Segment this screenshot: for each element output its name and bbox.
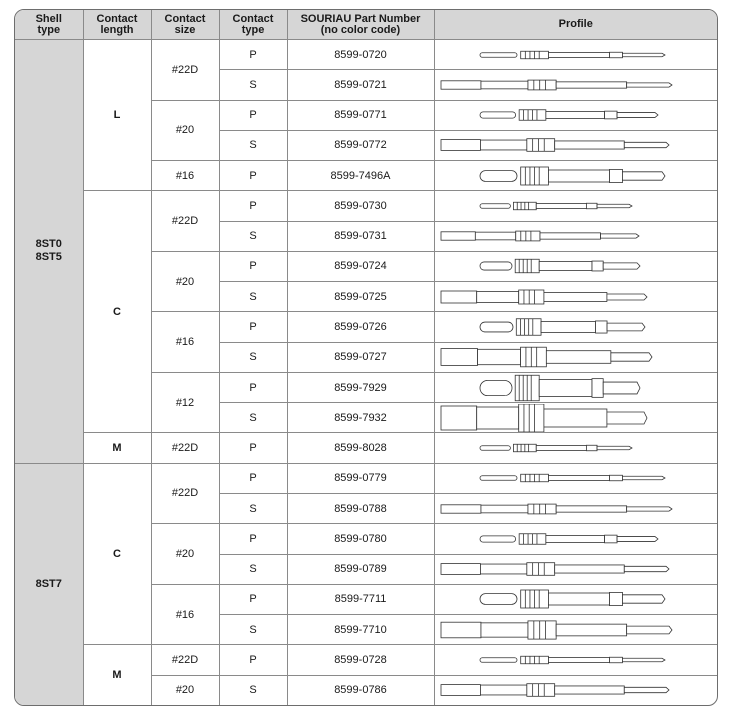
profile-cell (434, 645, 717, 675)
contact-size-cell: #16 (151, 312, 219, 373)
contact-type-cell: S (219, 70, 287, 100)
profile-cell (434, 554, 717, 584)
part-number-cell: 8599-7496A (287, 161, 434, 191)
socket-contact-icon (435, 343, 718, 371)
table-row (15, 463, 717, 493)
header-contact-length (83, 10, 151, 40)
part-number-cell: 8599-0721 (287, 70, 434, 100)
table-row (15, 433, 717, 463)
socket-contact-icon (435, 222, 718, 250)
contact-length-cell: L (83, 40, 151, 191)
contact-type-cell: P (219, 40, 287, 70)
shell-type-label: 8ST5 (35, 251, 62, 264)
contact-length-cell: C (83, 191, 151, 433)
contact-size-cell: #22D (151, 463, 219, 524)
header-contact-size (151, 10, 219, 40)
contact-type-cell: S (219, 282, 287, 312)
contact-type-cell: P (219, 584, 287, 614)
contact-type-cell: S (219, 554, 287, 584)
contact-type-cell: P (219, 312, 287, 342)
contact-type-cell: P (219, 645, 287, 675)
profile-cell (434, 675, 717, 705)
contact-type-cell: P (219, 372, 287, 402)
table-row (15, 645, 717, 675)
pin-contact-icon (435, 162, 718, 190)
contacts-table-body (15, 40, 717, 706)
profile-cell (434, 463, 717, 493)
contact-size-cell: #22D (151, 40, 219, 101)
part-number-cell: 8599-0724 (287, 251, 434, 281)
contact-size-cell: #20 (151, 251, 219, 312)
shell-type-cell (15, 463, 83, 705)
contact-size-cell: #22D (151, 645, 219, 675)
header-contact-size-label: Contact size (164, 12, 206, 36)
contact-type-cell: P (219, 463, 287, 493)
table-row (15, 191, 717, 221)
pin-contact-icon (435, 464, 718, 492)
part-number-cell: 8599-0786 (287, 675, 434, 705)
part-number-cell: 8599-0730 (287, 191, 434, 221)
contact-type-cell: S (219, 342, 287, 372)
part-number-cell: 8599-0779 (287, 463, 434, 493)
part-number-cell: 8599-0771 (287, 100, 434, 130)
profile-cell (434, 40, 717, 70)
pin-contact-icon (435, 374, 718, 402)
part-number-cell: 8599-0788 (287, 493, 434, 523)
pin-contact-icon (435, 101, 718, 129)
pin-contact-icon (435, 585, 718, 613)
contact-type-cell: S (219, 403, 287, 433)
contact-size-cell: #16 (151, 161, 219, 191)
contact-type-cell: S (219, 493, 287, 523)
header-contact-type-label: Contact type (232, 12, 274, 36)
socket-contact-icon (435, 404, 718, 432)
socket-contact-icon (435, 283, 718, 311)
profile-cell (434, 251, 717, 281)
pin-contact-icon (435, 525, 718, 553)
shell-type-label: 8ST7 (35, 577, 62, 590)
socket-contact-icon (435, 676, 718, 704)
contacts-table-frame (14, 9, 718, 706)
contact-length-cell: M (83, 433, 151, 463)
contact-size-cell: #20 (151, 675, 219, 705)
contacts-table (15, 10, 717, 705)
pin-contact-icon (435, 434, 718, 462)
shell-type-cell (15, 40, 83, 464)
header-contact-type (219, 10, 287, 40)
part-number-cell: 8599-0727 (287, 342, 434, 372)
part-number-cell: 8599-7929 (287, 372, 434, 402)
contact-type-cell: P (219, 161, 287, 191)
contact-length-cell: M (83, 645, 151, 705)
pin-contact-icon (435, 192, 718, 220)
contact-type-cell: S (219, 675, 287, 705)
part-number-cell: 8599-0772 (287, 130, 434, 160)
contact-type-cell: P (219, 251, 287, 281)
socket-contact-icon (435, 495, 718, 523)
profile-cell (434, 130, 717, 160)
shell-type-label: 8ST0 (35, 238, 62, 251)
profile-cell (434, 342, 717, 372)
pin-contact-icon (435, 646, 718, 674)
profile-cell (434, 100, 717, 130)
profile-cell (434, 524, 717, 554)
header-shell-type (15, 10, 83, 40)
socket-contact-icon (435, 71, 718, 99)
profile-cell (434, 70, 717, 100)
socket-contact-icon (435, 616, 718, 644)
contact-type-cell: S (219, 615, 287, 645)
part-number-cell: 8599-0789 (287, 554, 434, 584)
header-profile: Profile (434, 10, 717, 40)
profile-cell (434, 433, 717, 463)
part-number-cell: 8599-0728 (287, 645, 434, 675)
part-number-cell: 8599-7711 (287, 584, 434, 614)
contact-size-cell: #22D (151, 191, 219, 252)
pin-contact-icon (435, 252, 718, 280)
part-number-cell: 8599-0726 (287, 312, 434, 342)
profile-cell (434, 312, 717, 342)
socket-contact-icon (435, 555, 718, 583)
contact-size-cell: #20 (151, 524, 219, 585)
profile-cell (434, 221, 717, 251)
part-number-cell: 8599-7710 (287, 615, 434, 645)
profile-cell (434, 282, 717, 312)
contact-type-cell: S (219, 130, 287, 160)
table-row (15, 40, 717, 70)
part-number-cell: 8599-0725 (287, 282, 434, 312)
socket-contact-icon (435, 131, 718, 159)
contact-type-cell: P (219, 100, 287, 130)
profile-cell (434, 493, 717, 523)
profile-cell (434, 584, 717, 614)
part-number-cell: 8599-0780 (287, 524, 434, 554)
part-number-cell: 8599-0720 (287, 40, 434, 70)
contact-type-cell: P (219, 433, 287, 463)
header-part-number (287, 10, 434, 40)
profile-cell (434, 161, 717, 191)
part-number-cell: 8599-0731 (287, 221, 434, 251)
contact-size-cell: #16 (151, 584, 219, 645)
header-row (15, 10, 717, 40)
header-contact-length-label: Contact length (96, 12, 138, 36)
profile-cell (434, 372, 717, 402)
pin-contact-icon (435, 313, 718, 341)
profile-cell (434, 191, 717, 221)
header-shell-type-label: Shell type (35, 12, 62, 36)
contact-type-cell: S (219, 221, 287, 251)
contact-length-cell: C (83, 463, 151, 645)
contact-size-cell: #20 (151, 100, 219, 161)
profile-cell (434, 615, 717, 645)
part-number-cell: 8599-7932 (287, 403, 434, 433)
profile-cell (434, 403, 717, 433)
pin-contact-icon (435, 41, 718, 69)
part-number-cell: 8599-8028 (287, 433, 434, 463)
contact-type-cell: P (219, 524, 287, 554)
contact-size-cell: #12 (151, 372, 219, 433)
contact-size-cell: #22D (151, 433, 219, 463)
contact-type-cell: P (219, 191, 287, 221)
header-part-number-label: SOURIAU Part Number (no color code) (300, 12, 421, 36)
